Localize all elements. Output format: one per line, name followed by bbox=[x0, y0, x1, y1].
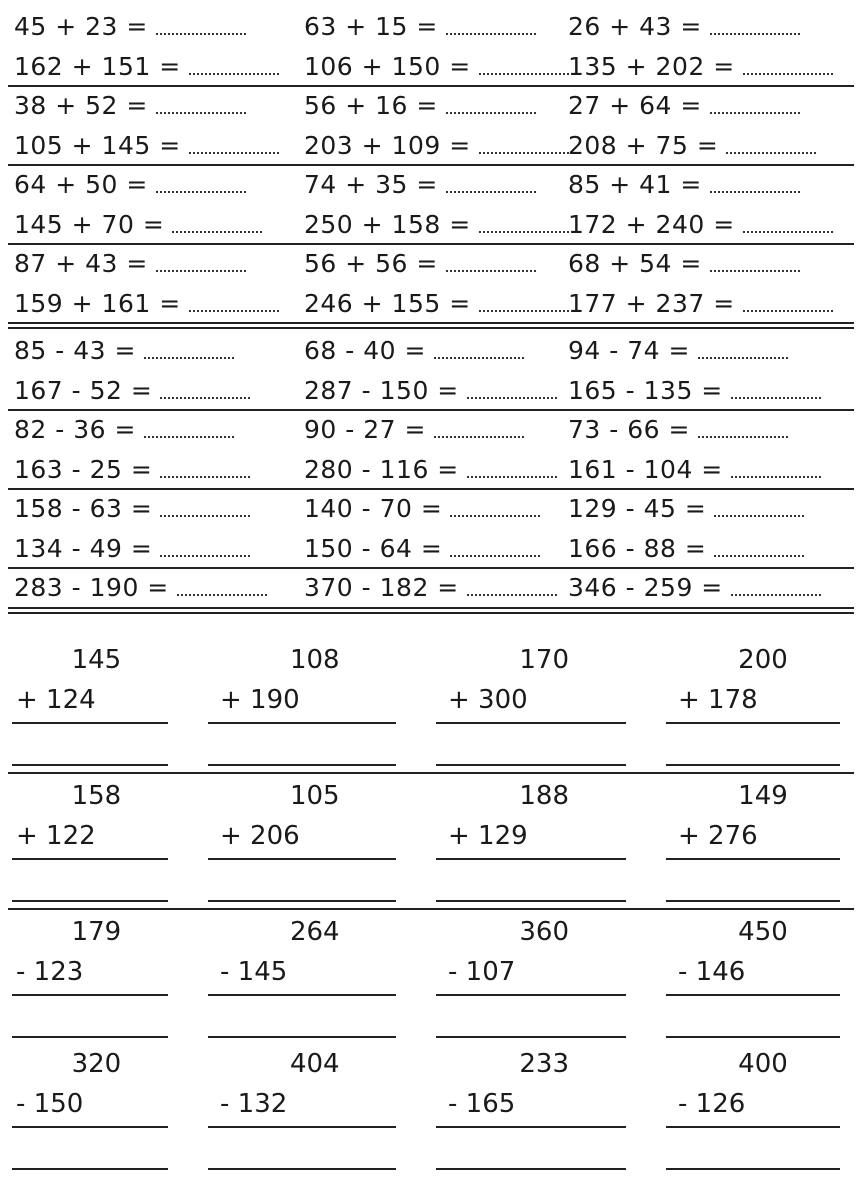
exercise-expression: 87 + 43 = bbox=[14, 249, 148, 278]
exercise-expression: 45 + 23 = bbox=[14, 12, 148, 41]
exercise bbox=[14, 245, 246, 283]
exercise bbox=[14, 285, 279, 323]
exercise bbox=[304, 48, 569, 86]
column-top-number: 233 bbox=[519, 1049, 569, 1079]
exercise bbox=[304, 285, 569, 323]
answer-blank[interactable] bbox=[731, 574, 821, 596]
sum-line bbox=[208, 858, 396, 860]
answer-line[interactable] bbox=[208, 764, 396, 766]
sum-line bbox=[436, 858, 626, 860]
exercise bbox=[14, 411, 234, 449]
answer-blank[interactable] bbox=[479, 53, 569, 75]
column-operand: + 206 bbox=[220, 821, 300, 851]
exercise bbox=[568, 87, 800, 125]
exercise-expression: 166 - 88 = bbox=[568, 533, 707, 563]
exercise bbox=[568, 569, 821, 607]
exercise-expression: 134 - 49 = bbox=[14, 533, 153, 563]
sum-line bbox=[666, 858, 840, 860]
answer-line[interactable] bbox=[12, 900, 168, 902]
exercise bbox=[14, 127, 279, 165]
answer-blank[interactable] bbox=[160, 535, 250, 557]
column-top-number: 200 bbox=[738, 645, 788, 675]
column-operand: - 150 bbox=[16, 1089, 84, 1119]
exercise-expression: 370 - 182 = bbox=[304, 573, 459, 602]
exercise bbox=[568, 372, 821, 410]
column-top-number: 404 bbox=[289, 1049, 340, 1079]
answer-blank[interactable] bbox=[189, 53, 279, 75]
exercise bbox=[304, 127, 569, 165]
sum-line bbox=[666, 994, 840, 996]
column-operand: - 123 bbox=[16, 957, 84, 987]
block-divider bbox=[8, 908, 854, 910]
exercise-expression: 159 + 161 = bbox=[14, 288, 181, 318]
exercise bbox=[304, 372, 557, 410]
answer-blank[interactable] bbox=[160, 456, 250, 478]
answer-blank[interactable] bbox=[479, 290, 569, 312]
exercise-expression: 56 + 56 = bbox=[304, 249, 438, 278]
answer-blank[interactable] bbox=[189, 132, 279, 154]
sum-line bbox=[12, 994, 168, 996]
exercise bbox=[304, 245, 536, 283]
exercise bbox=[568, 451, 821, 489]
sum-line bbox=[436, 722, 626, 724]
answer-blank[interactable] bbox=[710, 13, 800, 35]
sum-line bbox=[12, 722, 168, 724]
column-problem bbox=[208, 1046, 396, 1186]
column-operand: - 145 bbox=[220, 957, 288, 987]
exercise-expression: 56 + 16 = bbox=[304, 91, 438, 120]
exercise bbox=[568, 8, 800, 46]
exercise bbox=[304, 490, 540, 528]
answer-blank[interactable] bbox=[189, 290, 279, 312]
answer-blank[interactable] bbox=[434, 416, 524, 438]
answer-blank[interactable] bbox=[434, 337, 524, 359]
answer-blank[interactable] bbox=[446, 171, 536, 193]
column-problem bbox=[208, 778, 396, 918]
answer-blank[interactable] bbox=[172, 211, 262, 233]
column-operand: + 178 bbox=[678, 685, 758, 715]
answer-line[interactable] bbox=[666, 900, 840, 902]
answer-line[interactable] bbox=[436, 764, 626, 766]
column-top-number: 179 bbox=[71, 917, 122, 947]
answer-line[interactable] bbox=[666, 1036, 840, 1038]
answer-blank[interactable] bbox=[467, 574, 557, 596]
exercise bbox=[568, 166, 800, 204]
column-problem bbox=[12, 1046, 168, 1186]
section-divider bbox=[8, 607, 854, 609]
answer-blank[interactable] bbox=[446, 13, 536, 35]
column-top-number: 108 bbox=[289, 645, 340, 675]
answer-line[interactable] bbox=[12, 1036, 168, 1038]
answer-line[interactable] bbox=[12, 764, 168, 766]
column-problem bbox=[208, 914, 396, 1054]
answer-blank[interactable] bbox=[467, 456, 557, 478]
exercise-expression: 346 - 259 = bbox=[568, 573, 723, 602]
answer-blank[interactable] bbox=[144, 337, 234, 359]
exercise-expression: 163 - 25 = bbox=[14, 454, 153, 484]
exercise bbox=[14, 569, 267, 607]
sum-line bbox=[436, 994, 626, 996]
exercise bbox=[304, 530, 540, 568]
answer-blank[interactable] bbox=[144, 416, 234, 438]
column-operand: - 132 bbox=[220, 1089, 288, 1119]
exercise-expression: 162 + 151 = bbox=[14, 51, 181, 81]
exercise-expression: 105 + 145 = bbox=[14, 130, 181, 160]
exercise-expression: 63 + 15 = bbox=[304, 12, 438, 41]
exercise-expression: 94 - 74 = bbox=[568, 336, 690, 365]
exercise bbox=[568, 127, 816, 165]
exercise-expression: 280 - 116 = bbox=[304, 454, 459, 484]
exercise-expression: 158 - 63 = bbox=[14, 494, 153, 523]
sum-line bbox=[666, 1126, 840, 1128]
section-divider-second bbox=[8, 612, 854, 614]
answer-blank[interactable] bbox=[479, 132, 569, 154]
column-operand: - 107 bbox=[448, 957, 516, 987]
answer-blank[interactable] bbox=[467, 377, 557, 399]
exercise-expression: 73 - 66 = bbox=[568, 415, 690, 444]
column-problem bbox=[436, 642, 626, 782]
answer-blank[interactable] bbox=[731, 456, 821, 478]
exercise-expression: 203 + 109 = bbox=[304, 130, 471, 160]
column-top-number: 400 bbox=[738, 1049, 788, 1079]
exercise bbox=[304, 411, 524, 449]
exercise-expression: 85 - 43 = bbox=[14, 336, 136, 365]
exercise-expression: 68 + 54 = bbox=[568, 249, 702, 278]
column-top-number: 105 bbox=[289, 781, 340, 811]
exercise-expression: 246 + 155 = bbox=[304, 288, 471, 318]
exercise bbox=[568, 530, 804, 568]
exercise bbox=[304, 87, 536, 125]
exercise-expression: 68 - 40 = bbox=[304, 336, 426, 365]
column-operand: + 122 bbox=[16, 821, 96, 851]
exercise bbox=[568, 490, 804, 528]
answer-blank[interactable] bbox=[731, 377, 821, 399]
column-problem bbox=[666, 778, 840, 918]
answer-line[interactable] bbox=[666, 1168, 840, 1170]
answer-blank[interactable] bbox=[177, 574, 267, 596]
answer-blank[interactable] bbox=[726, 132, 816, 154]
answer-line[interactable] bbox=[436, 1168, 626, 1170]
exercise bbox=[304, 332, 524, 370]
exercise-expression: 27 + 64 = bbox=[568, 91, 702, 120]
exercise-expression: 82 - 36 = bbox=[14, 415, 136, 444]
exercise bbox=[14, 332, 234, 370]
exercise-expression: 129 - 45 = bbox=[568, 494, 707, 523]
answer-blank[interactable] bbox=[160, 495, 250, 517]
exercise bbox=[14, 451, 250, 489]
answer-line[interactable] bbox=[208, 1036, 396, 1038]
column-operand: + 276 bbox=[678, 821, 758, 851]
answer-blank[interactable] bbox=[714, 495, 804, 517]
exercise-expression: 74 + 35 = bbox=[304, 170, 438, 199]
exercise bbox=[568, 285, 833, 323]
column-operand: - 126 bbox=[678, 1089, 746, 1119]
exercise bbox=[568, 48, 833, 86]
exercise bbox=[304, 166, 536, 204]
column-top-number: 320 bbox=[71, 1049, 122, 1079]
answer-blank[interactable] bbox=[156, 92, 246, 114]
exercise bbox=[14, 8, 246, 46]
answer-blank[interactable] bbox=[743, 290, 833, 312]
exercise bbox=[568, 411, 788, 449]
answer-line[interactable] bbox=[12, 1168, 168, 1170]
exercise bbox=[304, 569, 557, 607]
exercise bbox=[568, 332, 788, 370]
exercise-expression: 287 - 150 = bbox=[304, 375, 459, 405]
column-top-number: 450 bbox=[738, 917, 788, 947]
exercise-expression: 135 + 202 = bbox=[568, 51, 735, 81]
exercise bbox=[14, 372, 250, 410]
answer-blank[interactable] bbox=[446, 92, 536, 114]
answer-blank[interactable] bbox=[450, 495, 540, 517]
column-problem bbox=[12, 642, 168, 782]
column-problem bbox=[666, 1046, 840, 1186]
exercise-expression: 38 + 52 = bbox=[14, 91, 148, 120]
sum-line bbox=[12, 858, 168, 860]
exercise bbox=[14, 48, 279, 86]
exercise-expression: 106 + 150 = bbox=[304, 51, 471, 81]
answer-line[interactable] bbox=[208, 900, 396, 902]
exercise-expression: 250 + 158 = bbox=[304, 209, 471, 239]
exercise bbox=[304, 451, 557, 489]
section-divider bbox=[8, 322, 854, 324]
exercise-expression: 64 + 50 = bbox=[14, 170, 148, 199]
column-operand: + 129 bbox=[448, 821, 528, 851]
exercise bbox=[14, 87, 246, 125]
exercise bbox=[304, 206, 569, 244]
column-top-number: 149 bbox=[738, 781, 788, 811]
answer-blank[interactable] bbox=[710, 171, 800, 193]
answer-line[interactable] bbox=[436, 900, 626, 902]
column-operand: - 146 bbox=[678, 957, 746, 987]
answer-line[interactable] bbox=[666, 764, 840, 766]
column-top-number: 188 bbox=[519, 781, 569, 811]
column-problem bbox=[208, 642, 396, 782]
exercise-expression: 165 - 135 = bbox=[568, 375, 723, 405]
exercise-expression: 208 + 75 = bbox=[568, 130, 719, 160]
exercise-expression: 283 - 190 = bbox=[14, 573, 169, 602]
exercise-expression: 161 - 104 = bbox=[568, 454, 723, 484]
answer-blank[interactable] bbox=[160, 377, 250, 399]
column-problem bbox=[436, 1046, 626, 1186]
column-top-number: 264 bbox=[289, 917, 340, 947]
exercise bbox=[304, 8, 536, 46]
exercise-expression: 145 + 70 = bbox=[14, 209, 165, 239]
column-operand: - 165 bbox=[448, 1089, 516, 1119]
exercise bbox=[14, 490, 250, 528]
column-problem bbox=[436, 914, 626, 1054]
answer-line[interactable] bbox=[208, 1168, 396, 1170]
exercise-expression: 140 - 70 = bbox=[304, 494, 443, 523]
answer-blank[interactable] bbox=[446, 250, 536, 272]
block-divider bbox=[8, 772, 854, 774]
column-top-number: 360 bbox=[519, 917, 569, 947]
column-operand: + 190 bbox=[220, 685, 300, 715]
sum-line bbox=[666, 722, 840, 724]
exercise bbox=[14, 530, 250, 568]
answer-blank[interactable] bbox=[479, 211, 569, 233]
answer-blank[interactable] bbox=[743, 53, 833, 75]
column-problem bbox=[666, 642, 840, 782]
exercise-expression: 26 + 43 = bbox=[568, 12, 702, 41]
exercise-expression: 167 - 52 = bbox=[14, 375, 153, 405]
answer-blank[interactable] bbox=[450, 535, 540, 557]
answer-blank[interactable] bbox=[710, 92, 800, 114]
answer-blank[interactable] bbox=[156, 250, 246, 272]
answer-blank[interactable] bbox=[710, 250, 800, 272]
sum-line bbox=[208, 994, 396, 996]
section-divider-second bbox=[8, 327, 854, 329]
exercise bbox=[568, 245, 800, 283]
column-problem bbox=[666, 914, 840, 1054]
exercise bbox=[568, 206, 833, 244]
answer-blank[interactable] bbox=[714, 535, 804, 557]
column-problem bbox=[12, 778, 168, 918]
exercise-expression: 85 + 41 = bbox=[568, 170, 702, 199]
column-operand: + 124 bbox=[16, 685, 96, 715]
exercise-expression: 177 + 237 = bbox=[568, 288, 735, 318]
column-operand: + 300 bbox=[448, 685, 528, 715]
exercise-expression: 172 + 240 = bbox=[568, 209, 735, 239]
exercise-expression: 90 - 27 = bbox=[304, 415, 426, 444]
column-top-number: 170 bbox=[519, 645, 569, 675]
exercise-expression: 150 - 64 = bbox=[304, 533, 443, 563]
column-top-number: 145 bbox=[71, 645, 122, 675]
sum-line bbox=[208, 1126, 396, 1128]
answer-blank[interactable] bbox=[698, 416, 788, 438]
exercise bbox=[14, 166, 246, 204]
column-problem bbox=[12, 914, 168, 1054]
sum-line bbox=[208, 722, 396, 724]
answer-blank[interactable] bbox=[743, 211, 833, 233]
answer-line[interactable] bbox=[436, 1036, 626, 1038]
answer-blank[interactable] bbox=[698, 337, 788, 359]
answer-blank[interactable] bbox=[156, 171, 246, 193]
sum-line bbox=[12, 1126, 168, 1128]
answer-blank[interactable] bbox=[156, 13, 246, 35]
column-problem bbox=[436, 778, 626, 918]
sum-line bbox=[436, 1126, 626, 1128]
column-top-number: 158 bbox=[71, 781, 122, 811]
exercise bbox=[14, 206, 262, 244]
